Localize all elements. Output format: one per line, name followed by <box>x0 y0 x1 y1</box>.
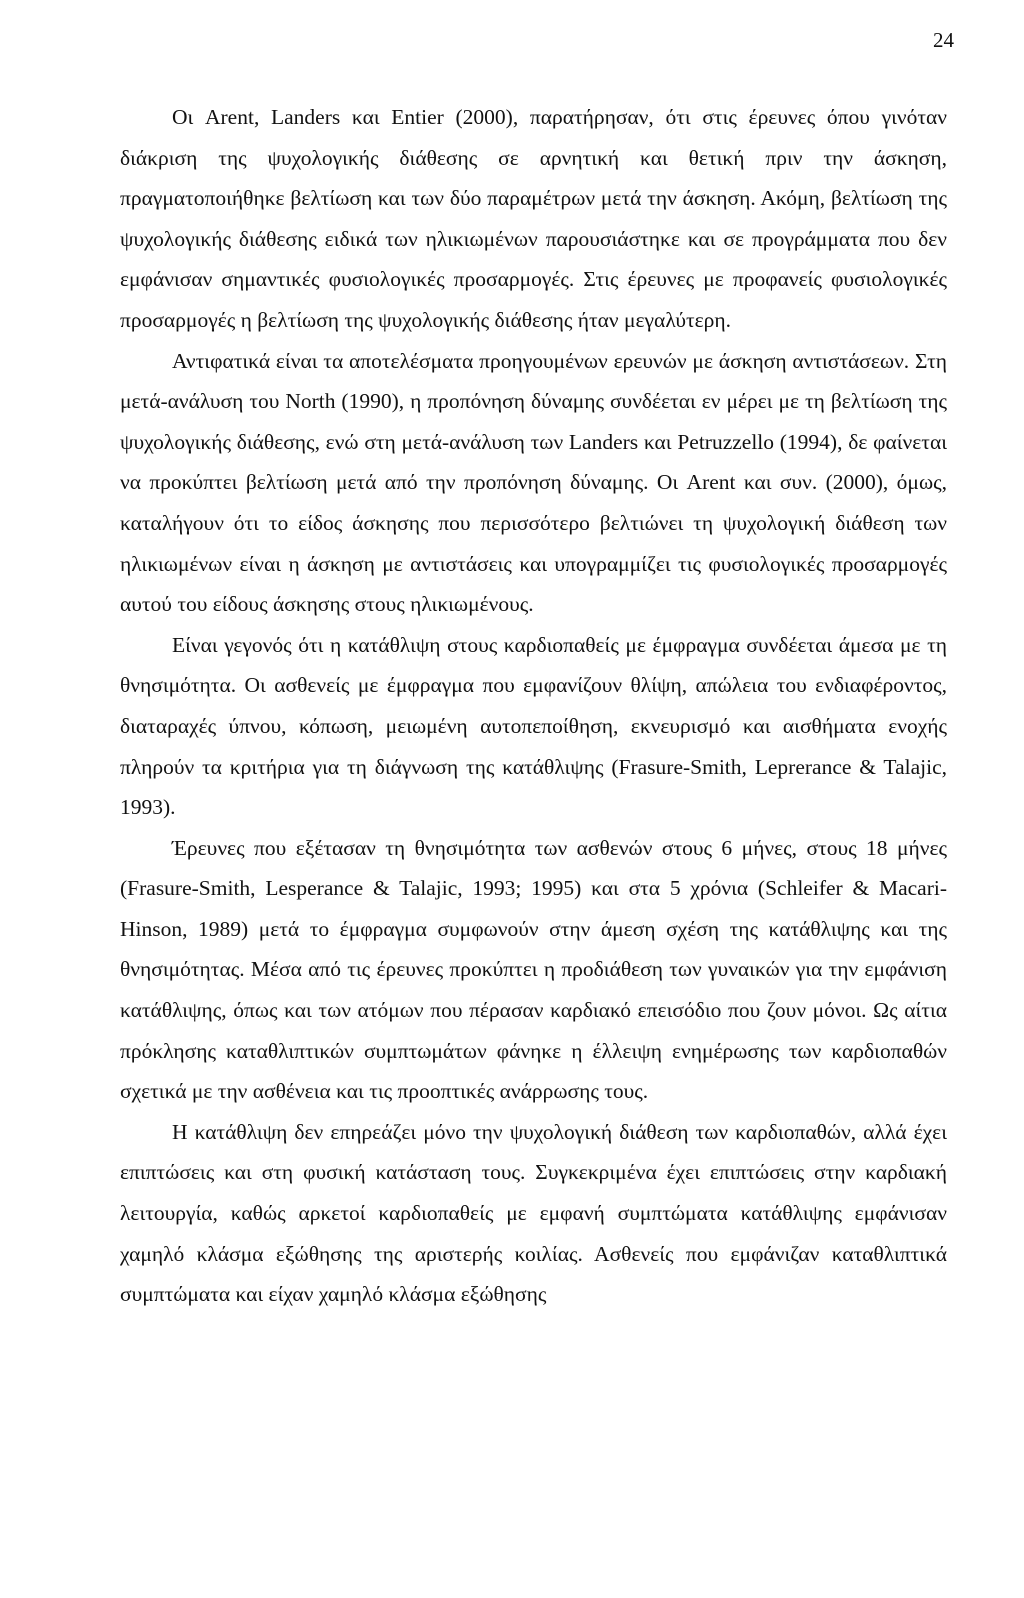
page-number: 24 <box>933 28 954 52</box>
paragraph-physical-effects: Η κατάθλιψη δεν επηρεάζει μόνο την ψυχολογική διάθεση των καρδιοπαθών, αλλά έχει επιπτώσεις και στη φυσική κατάσταση τους. Συγκεκριμένα έχει επιπτώσεις στην καρδιακή λειτουργία, καθώς αρκετοί καρδιοπαθείς με εμφανή συμπτώματα κατάθλιψης εμφάνισαν χαμηλό κλάσμα εξώθησης της αριστερής κοιλίας. Ασθενείς που εμφάνιζαν καταθλιπτικά συμπτώματα και είχαν χαμηλό κλάσμα εξώθησης <box>120 1119 947 1307</box>
paragraph-mood-differentiation: Οι Arent, Landers και Entier (2000), παρατήρησαν, ότι στις έρευνες όπου γινόταν διάκριση της ψυχολογικής διάθεσης σε αρνητική και θετική πριν την άσκηση, πραγματοποιήθηκε βελτίωση και των δύο παραμέτρων μετά την άσκηση. Ακόμη, βελτίωση της ψυχολογικής διάθεσης ειδικά των ηλικιωμένων παρουσιάστηκε και σε προγράμματα που δεν εμφάνισαν σημαντικές φυσιολογικές προσαρμογές. Στις έρευνες με προφανείς φυσιολογικές προσαρμογές η βελτίωση της ψυχολογικής διάθεσης ήταν μεγαλύτερη. <box>120 105 947 332</box>
paragraph-depression-mortality: Είναι γεγονός ότι η κατάθλιψη στους καρδιοπαθείς με έμφραγμα συνδέεται άμεσα με τη θνησιμότητα. Οι ασθενείς με έμφραγμα που εμφανίζουν θλίψη, απώλεια του ενδιαφέροντος, διαταραχές ύπνου, κόπωση, μειωμένη αυτοπεποίθηση, εκνευρισμό και αισθήματα ενοχής πληρούν τα κριτήρια για τη διάγνωση της κατάθλιψης (Frasure-Smith, Leprerance & Talajic, 1993). <box>120 632 947 820</box>
paragraph-resistance-training: Αντιφατικά είναι τα αποτελέσματα προηγουμένων ερευνών με άσκηση αντιστάσεων. Στη μετά-ανάλυση του North (1990), η προπόνηση δύναμης συνδέεται εν μέρει με τη βελτίωση της ψυχολογικής διάθεσης, ενώ στη μετά-ανάλυση των Landers και Petruzzello (1994), δε φαίνεται να προκύπτει βελτίωση μετά από την προπόνηση δύναμης. Οι Arent και συν. (2000), όμως, καταλήγουν ότι το είδος άσκησης που περισσότερο βελτιώνει τη ψυχολογική διάθεση των ηλικιωμένων είναι η άσκηση με αντιστάσεις και υπογραμμίζει τις φυσιολογικές προσαρμογές αυτού του είδους άσκησης στους ηλικιωμένους. <box>120 348 947 617</box>
document-body <box>120 97 947 1315</box>
paragraph-mortality-studies: Έρευνες που εξέτασαν τη θνησιμότητα των ασθενών στους 6 μήνες, στους 18 μήνες (Frasure-Smith, Lesperance & Talajic, 1993; 1995) και στα 5 χρόνια (Schleifer & Macari-Hinson, 1989) μετά το έμφραγμα συμφωνούν στην άμεση σχέση της κατάθλιψης και της θνησιμότητας. Μέσα από τις έρευνες προκύπτει η προδιάθεση των γυναικών για την εμφάνιση κατάθλιψης, όπως και των ατόμων που πέρασαν καρδιακό επεισόδιο που ζουν μόνοι. Ως αίτια πρόκλησης καταθλιπτικών συμπτωμάτων φάνηκε η έλλειψη ενημέρωσης των καρδιοπαθών σχετικά με την ασθένεια και τις προοπτικές ανάρρωσης τους. <box>120 835 947 1104</box>
